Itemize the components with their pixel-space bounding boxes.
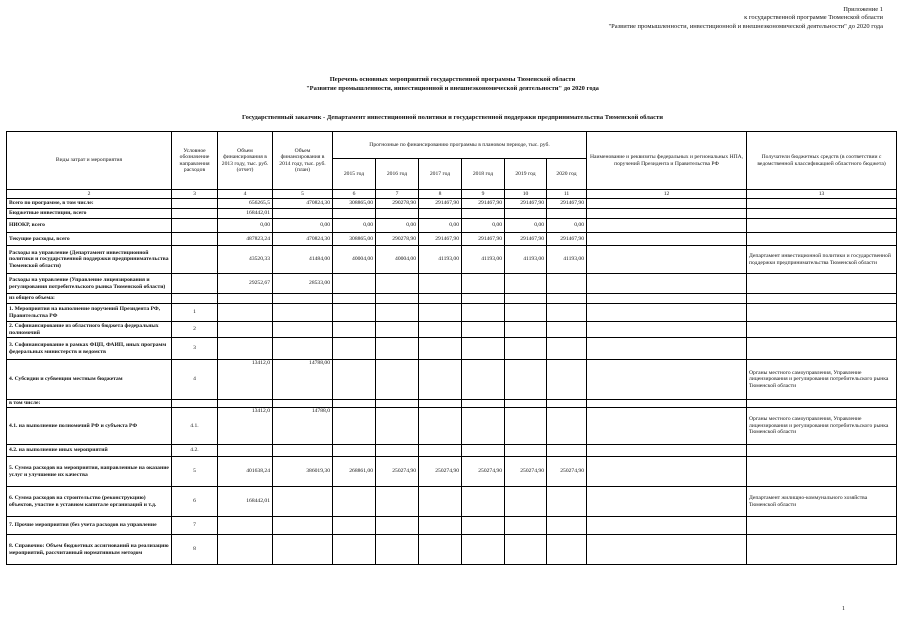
- npa-cell: [587, 517, 747, 535]
- value-cell: 291467,90: [547, 233, 587, 246]
- value-cell: 41193,00: [462, 246, 505, 274]
- row-code: [172, 199, 218, 209]
- value-cell: [462, 209, 505, 219]
- row-code: [172, 400, 218, 408]
- value-cell: [419, 322, 462, 338]
- row-name: 4.1. на выполнение полномочий РФ и субъекта РФ: [7, 408, 172, 445]
- appendix-header: [608, 6, 883, 31]
- npa-cell: [587, 360, 747, 400]
- row-name: Текущие расходы, всего: [7, 233, 172, 246]
- npa-cell: [587, 400, 747, 408]
- header-types: Виды затрат и мероприятия: [7, 132, 172, 190]
- row-code: 8: [172, 535, 218, 565]
- column-number: 11: [547, 190, 587, 199]
- value-cell: [376, 487, 419, 517]
- table-row: [7, 322, 897, 338]
- row-name: 4. Субсидии и субвенции местным бюджетам: [7, 360, 172, 400]
- value-cell: 14788,0: [273, 408, 333, 445]
- value-cell: [462, 487, 505, 517]
- value-cell: [505, 322, 547, 338]
- value-cell: 470824,30: [273, 233, 333, 246]
- recipient-cell: [747, 294, 897, 304]
- value-cell: [419, 517, 462, 535]
- row-name: Расходы на управление (Управление лицензирования и регулирования потребительского рынка Тюменской области): [7, 274, 172, 294]
- value-cell: 291467,90: [462, 199, 505, 209]
- value-cell: 250274,90: [462, 457, 505, 487]
- value-cell: 13412,0: [218, 360, 273, 400]
- column-number: 10: [505, 190, 547, 199]
- value-cell: [462, 400, 505, 408]
- npa-cell: [587, 294, 747, 304]
- document-title: [0, 76, 905, 93]
- table-row: [7, 294, 897, 304]
- state-customer: Государственный заказчик - Департамент инвестиционной политики и государственной поддержки предпринимательства Тюменской области: [242, 114, 663, 121]
- value-cell: 29252,67: [218, 274, 273, 294]
- row-code: 6: [172, 487, 218, 517]
- recipient-cell: [747, 400, 897, 408]
- value-cell: [333, 338, 376, 360]
- value-cell: [376, 274, 419, 294]
- value-cell: [273, 209, 333, 219]
- npa-cell: [587, 457, 747, 487]
- column-number: 12: [587, 190, 747, 199]
- row-code: 2: [172, 322, 218, 338]
- table-row: [7, 246, 897, 274]
- recipient-cell: Органы местного самоуправления, Управление лицензирования и регулирования потребительского рынка Тюменской области: [747, 360, 897, 400]
- value-cell: [218, 445, 273, 457]
- header-code: Условное обозначение направления расходов: [172, 132, 218, 190]
- recipient-cell: [747, 274, 897, 294]
- value-cell: 250274,90: [376, 457, 419, 487]
- value-cell: [505, 487, 547, 517]
- value-cell: 250274,90: [547, 457, 587, 487]
- value-cell: 0,00: [419, 219, 462, 233]
- value-cell: 0,00: [376, 219, 419, 233]
- row-name: 4.2. на выполнение иных мероприятий: [7, 445, 172, 457]
- value-cell: [547, 517, 587, 535]
- value-cell: [462, 360, 505, 400]
- value-cell: [218, 294, 273, 304]
- header-vol-2014: Объем финансирования в 2014 году, тыс. руб. (план): [273, 132, 333, 190]
- value-cell: 168442,01: [218, 487, 273, 517]
- value-cell: [376, 294, 419, 304]
- recipient-cell: Органы местного самоуправления, Управление лицензирования и регулирования потребительского рынка Тюменской области: [747, 408, 897, 445]
- activities-table: [6, 131, 897, 565]
- value-cell: 401638,24: [218, 457, 273, 487]
- row-code: [172, 233, 218, 246]
- row-code: [172, 209, 218, 219]
- value-cell: [218, 535, 273, 565]
- value-cell: [547, 209, 587, 219]
- value-cell: [505, 274, 547, 294]
- table-row: [7, 517, 897, 535]
- npa-cell: [587, 209, 747, 219]
- value-cell: 40004,00: [333, 246, 376, 274]
- row-name: Бюджетные инвестиции, всего: [7, 209, 172, 219]
- table-row: [7, 199, 897, 209]
- value-cell: [333, 445, 376, 457]
- value-cell: [376, 517, 419, 535]
- appendix-line-1: Приложение 1: [843, 6, 883, 13]
- value-cell: [419, 400, 462, 408]
- value-cell: [376, 535, 419, 565]
- table-row: [7, 233, 897, 246]
- table-row: [7, 274, 897, 294]
- row-code: 4.1.: [172, 408, 218, 445]
- header-recipients: Получатели бюджетных средств (в соответствии с ведомственной классификацией областного бюджета): [747, 132, 897, 190]
- value-cell: [547, 445, 587, 457]
- row-name: 2. Софинансирование из областного бюджета федеральных полномочий: [7, 322, 172, 338]
- table-row: [7, 304, 897, 322]
- npa-cell: [587, 445, 747, 457]
- value-cell: [273, 535, 333, 565]
- recipient-cell: [747, 233, 897, 246]
- table-row: [7, 360, 897, 400]
- value-cell: [547, 294, 587, 304]
- value-cell: 0,00: [273, 219, 333, 233]
- row-code: 3: [172, 338, 218, 360]
- value-cell: [333, 400, 376, 408]
- value-cell: [505, 304, 547, 322]
- row-code: [172, 219, 218, 233]
- recipient-cell: [747, 338, 897, 360]
- value-cell: [333, 517, 376, 535]
- value-cell: [505, 400, 547, 408]
- column-number: 7: [376, 190, 419, 199]
- value-cell: [419, 338, 462, 360]
- column-number: 9: [462, 190, 505, 199]
- value-cell: [333, 487, 376, 517]
- value-cell: 43520,33: [218, 246, 273, 274]
- value-cell: 308865,00: [333, 199, 376, 209]
- value-cell: [273, 322, 333, 338]
- row-name: 7. Прочие мероприятия (без учета расходов на управление: [7, 517, 172, 535]
- table-row: [7, 400, 897, 408]
- row-code: 7: [172, 517, 218, 535]
- value-cell: 656265,5: [218, 199, 273, 209]
- table-row: [7, 535, 897, 565]
- value-cell: 290278,90: [376, 233, 419, 246]
- appendix-line-2: к государственной программе Тюменской области: [744, 14, 883, 22]
- header-year: 2015 год: [333, 159, 376, 190]
- row-name: Расходы на управление (Департамент инвестиционной политики и государственной поддержки предпринимательства Тюменской области): [7, 246, 172, 274]
- value-cell: [218, 338, 273, 360]
- value-cell: [273, 400, 333, 408]
- value-cell: [419, 408, 462, 445]
- appendix-line-3: "Развитие промышленности, инвестиционной и внешнеэкономической деятельности" до 2020 года: [608, 22, 883, 30]
- value-cell: 308865,00: [333, 233, 376, 246]
- value-cell: [419, 294, 462, 304]
- value-cell: 487823,24: [218, 233, 273, 246]
- value-cell: 250274,90: [419, 457, 462, 487]
- table-row: [7, 209, 897, 219]
- recipient-cell: [747, 535, 897, 565]
- value-cell: [376, 209, 419, 219]
- value-cell: [333, 304, 376, 322]
- row-name: Всего по программе, в том числе:: [7, 199, 172, 209]
- value-cell: [462, 517, 505, 535]
- value-cell: [273, 304, 333, 322]
- row-name: НИОКР, всего: [7, 219, 172, 233]
- value-cell: [547, 274, 587, 294]
- npa-cell: [587, 219, 747, 233]
- value-cell: 41193,00: [547, 246, 587, 274]
- value-cell: [376, 360, 419, 400]
- value-cell: 268861,00: [333, 457, 376, 487]
- value-cell: [333, 535, 376, 565]
- header-year: 2020 год: [547, 159, 587, 190]
- value-cell: [505, 535, 547, 565]
- recipient-cell: Департамент жилищно-коммунального хозяйства Тюменской области: [747, 487, 897, 517]
- npa-cell: [587, 233, 747, 246]
- value-cell: [547, 408, 587, 445]
- npa-cell: [587, 199, 747, 209]
- value-cell: [547, 304, 587, 322]
- row-code: 4.2.: [172, 445, 218, 457]
- value-cell: [462, 408, 505, 445]
- value-cell: [376, 400, 419, 408]
- value-cell: [462, 322, 505, 338]
- value-cell: 291467,90: [419, 199, 462, 209]
- value-cell: 291467,90: [505, 199, 547, 209]
- column-number: 6: [333, 190, 376, 199]
- npa-cell: [587, 535, 747, 565]
- column-number: 4: [218, 190, 273, 199]
- header-year: 2018 год: [462, 159, 505, 190]
- npa-cell: [587, 408, 747, 445]
- value-cell: [273, 517, 333, 535]
- value-cell: [333, 360, 376, 400]
- value-cell: [333, 209, 376, 219]
- value-cell: [547, 535, 587, 565]
- value-cell: [273, 445, 333, 457]
- value-cell: [376, 408, 419, 445]
- value-cell: [218, 517, 273, 535]
- npa-cell: [587, 246, 747, 274]
- value-cell: 0,00: [547, 219, 587, 233]
- column-number: 2: [7, 190, 172, 199]
- value-cell: 470824,30: [273, 199, 333, 209]
- header-npa: Наименование и реквизиты федеральных и региональных НПА, поручений Президента и Правительства РФ: [587, 132, 747, 190]
- value-cell: [547, 360, 587, 400]
- value-cell: [218, 304, 273, 322]
- column-number: 8: [419, 190, 462, 199]
- value-cell: [462, 535, 505, 565]
- header-year: 2019 год: [505, 159, 547, 190]
- value-cell: 40004,00: [376, 246, 419, 274]
- npa-cell: [587, 487, 747, 517]
- value-cell: [273, 338, 333, 360]
- table-row: [7, 457, 897, 487]
- npa-cell: [587, 322, 747, 338]
- row-code: [172, 246, 218, 274]
- value-cell: [462, 445, 505, 457]
- value-cell: [505, 408, 547, 445]
- table-row: [7, 338, 897, 360]
- value-cell: 291467,90: [505, 233, 547, 246]
- recipient-cell: [747, 304, 897, 322]
- value-cell: [273, 487, 333, 517]
- value-cell: [419, 360, 462, 400]
- title-line-1: Перечень основных мероприятий государственной программы Тюменской области: [329, 76, 576, 83]
- value-cell: [333, 274, 376, 294]
- value-cell: 250274,90: [505, 457, 547, 487]
- value-cell: 0,00: [333, 219, 376, 233]
- value-cell: 291467,90: [419, 233, 462, 246]
- value-cell: [547, 322, 587, 338]
- value-cell: [462, 274, 505, 294]
- value-cell: [218, 322, 273, 338]
- value-cell: 291467,90: [547, 199, 587, 209]
- value-cell: [333, 322, 376, 338]
- npa-cell: [587, 338, 747, 360]
- recipient-cell: [747, 199, 897, 209]
- value-cell: 41193,00: [505, 246, 547, 274]
- npa-cell: [587, 304, 747, 322]
- row-name: из общего объема:: [7, 294, 172, 304]
- value-cell: [547, 338, 587, 360]
- value-cell: 0,00: [505, 219, 547, 233]
- value-cell: [462, 304, 505, 322]
- recipient-cell: [747, 219, 897, 233]
- value-cell: [376, 338, 419, 360]
- value-cell: [419, 304, 462, 322]
- recipient-cell: [747, 445, 897, 457]
- header-vol-2013: Объем финансирования в 2013 году, тыс. руб. (отчет): [218, 132, 273, 190]
- value-cell: [462, 294, 505, 304]
- table-row: [7, 487, 897, 517]
- value-cell: [505, 294, 547, 304]
- value-cell: [547, 487, 587, 517]
- value-cell: 41193,00: [419, 246, 462, 274]
- column-number: 3: [172, 190, 218, 199]
- recipient-cell: [747, 517, 897, 535]
- value-cell: [376, 445, 419, 457]
- row-name: 6. Сумма расходов на строительство (реконструкцию) объектов, участие в уставном капитале организаций и т.д.: [7, 487, 172, 517]
- value-cell: [333, 294, 376, 304]
- row-code: [172, 274, 218, 294]
- value-cell: 14788,00: [273, 360, 333, 400]
- page-number: 1: [842, 606, 845, 612]
- value-cell: 13412,0: [218, 408, 273, 445]
- row-name: 1. Мероприятия на выполнение поручений Президента РФ, Правительства РФ: [7, 304, 172, 322]
- value-cell: [419, 445, 462, 457]
- value-cell: [419, 209, 462, 219]
- value-cell: [419, 487, 462, 517]
- row-code: 4: [172, 360, 218, 400]
- row-code: [172, 294, 218, 304]
- header-year: 2016 год: [376, 159, 419, 190]
- value-cell: [218, 400, 273, 408]
- value-cell: 28533,00: [273, 274, 333, 294]
- table-row: [7, 219, 897, 233]
- value-cell: 386019,30: [273, 457, 333, 487]
- value-cell: [505, 338, 547, 360]
- column-number: 5: [273, 190, 333, 199]
- column-number: 13: [747, 190, 897, 199]
- value-cell: 291467,90: [462, 233, 505, 246]
- value-cell: [505, 517, 547, 535]
- value-cell: [419, 274, 462, 294]
- value-cell: [419, 535, 462, 565]
- row-code: 5: [172, 457, 218, 487]
- header-forecast: Прогнозные по финансированию программы в плановом периоде, тыс. руб.: [333, 132, 587, 159]
- table-row: [7, 445, 897, 457]
- title-line-2: "Развитие промышленности, инвестиционной и внешнеэкономической деятельности" до 2020 года: [306, 84, 599, 92]
- value-cell: [505, 209, 547, 219]
- row-name: 3. Софинансирование в рамках ФЦП, ФАИП, иных программ федеральных министерств и ведомств: [7, 338, 172, 360]
- value-cell: [333, 408, 376, 445]
- row-name: 8. Справочно: Объем бюджетных ассигнований на реализацию мероприятий, рассчитанный нормативным методом: [7, 535, 172, 565]
- header-year: 2017 год: [419, 159, 462, 190]
- value-cell: [462, 338, 505, 360]
- row-name: 5. Сумма расходов на мероприятия, направленные на оказание услуг и улучшение их качества: [7, 457, 172, 487]
- recipient-cell: [747, 209, 897, 219]
- value-cell: [376, 304, 419, 322]
- value-cell: [505, 360, 547, 400]
- recipient-cell: Департамент инвестиционной политики и государственной поддержки предпринимательства Тюменской области: [747, 246, 897, 274]
- row-code: 1: [172, 304, 218, 322]
- recipient-cell: [747, 322, 897, 338]
- value-cell: 0,00: [218, 219, 273, 233]
- value-cell: 168442,01: [218, 209, 273, 219]
- value-cell: 290278,90: [376, 199, 419, 209]
- npa-cell: [587, 274, 747, 294]
- value-cell: [273, 294, 333, 304]
- table-row: [7, 408, 897, 445]
- value-cell: [505, 445, 547, 457]
- value-cell: 0,00: [462, 219, 505, 233]
- value-cell: [376, 322, 419, 338]
- value-cell: [547, 400, 587, 408]
- value-cell: 41484,00: [273, 246, 333, 274]
- row-name: в том числе:: [7, 400, 172, 408]
- recipient-cell: [747, 457, 897, 487]
